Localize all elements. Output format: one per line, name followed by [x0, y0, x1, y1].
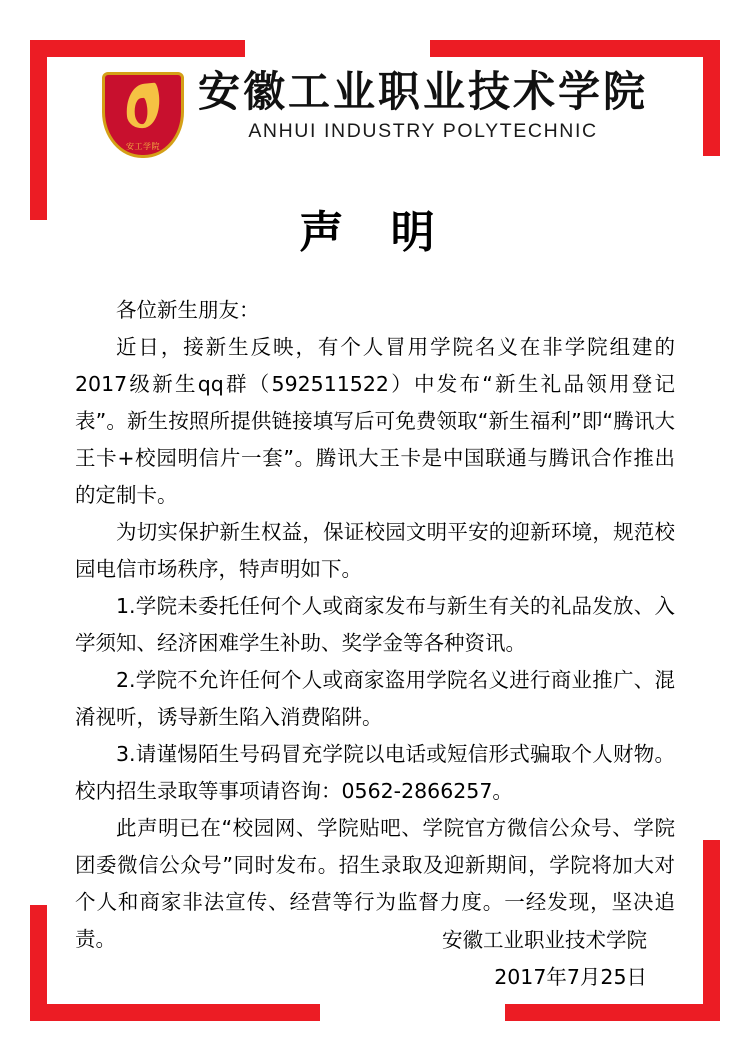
frame-border-bottom-left	[30, 1004, 320, 1021]
frame-border-left-top	[30, 40, 47, 220]
frame-border-right-top	[703, 40, 720, 156]
frame-border-top-right	[430, 40, 720, 57]
signature-date: 2017年7月25日	[494, 965, 647, 989]
salutation: 各位新生朋友：	[116, 298, 260, 322]
document-body	[75, 292, 675, 958]
paragraph-2: 为切实保护新生权益，保证校园文明平安的迎新环境，规范校园电信市场秩序，特声明如下。	[75, 520, 675, 581]
school-name-en: ANHUI INDUSTRY POLYTECHNIC	[248, 120, 598, 143]
frame-border-right-bottom	[703, 840, 720, 1021]
school-name-cn: 安徽工业职业技术学院	[197, 67, 648, 116]
paragraph-5: 3.请谨惕陌生号码冒充学院以电话或短信形式骗取个人财物。校内招生录取等事项请咨询：0562-2866257。	[75, 742, 675, 803]
paragraph-6: 此声明已在“校园网、学院贴吧、学院官方微信公众号、学院团委微信公众号”同时发布。招生录取及迎新期间，学院将加大对个人和商家非法宣传、经营等行为监督力度。一经发现，坚决追责。	[75, 816, 675, 951]
frame-border-top-left	[30, 40, 245, 57]
frame-border-bottom-right	[505, 1004, 720, 1021]
document-header	[47, 68, 703, 173]
frame-border-left-bottom	[30, 905, 47, 1021]
paragraph-3: 1.学院未委托任何个人或商家发布与新生有关的礼品发放、入学须知、经济困难学生补助、奖学金等各种资讯。	[75, 594, 675, 655]
page-title: 声 明	[299, 207, 451, 258]
document-signature	[75, 922, 675, 996]
school-name-block	[198, 68, 648, 143]
logo-inner-text: 安工学院	[125, 142, 160, 151]
school-logo-icon	[102, 72, 184, 158]
paragraph-1: 近日，接新生反映，有个人冒用学院名义在非学院组建的2017级新生qq群（592511522）中发布“新生礼品领用登记表”。新生按照所提供链接填写后可免费领取“新生福利”即“腾讯大王卡+校园明信片一套”。腾讯大王卡是中国联通与腾讯合作推出的定制卡。	[75, 335, 675, 507]
signer-name: 安徽工业职业技术学院	[442, 928, 647, 952]
paragraph-4: 2.学院不允许任何个人或商家盗用学院名义进行商业推广、混淆视听，诱导新生陷入消费陷阱。	[75, 668, 675, 729]
